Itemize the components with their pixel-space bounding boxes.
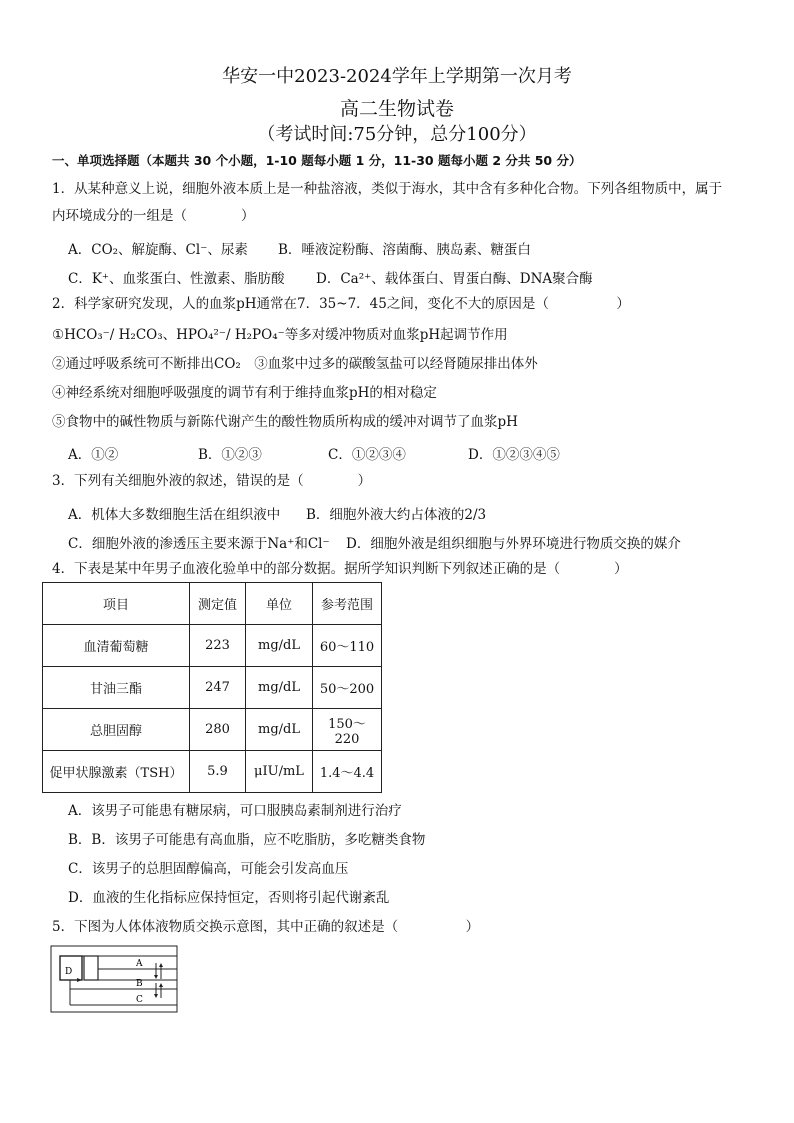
q2-option-d[interactable]: D．①②③④⑤ bbox=[468, 447, 560, 463]
table-cell: 总胆固醇 bbox=[43, 709, 190, 751]
table-header-cell: 参考范围 bbox=[313, 583, 382, 625]
table-cell: mg/dL bbox=[246, 625, 313, 667]
q3-options-row2 bbox=[68, 532, 681, 552]
q1-options-row2 bbox=[68, 267, 593, 287]
section-heading: 一、单项选择题（本题共 30 个小题，1-10 题每小题 1 分，11-30 题每小题 2 分共 50 分） bbox=[52, 153, 582, 168]
table-row bbox=[43, 709, 382, 751]
table-cell: mg/dL bbox=[246, 709, 313, 751]
label-b: B bbox=[136, 979, 143, 989]
table-cell: 促甲状腺激素（TSH） bbox=[43, 751, 190, 793]
table-header-cell: 测定值 bbox=[190, 583, 246, 625]
q2-statement-1: ①HCO₃⁻/ H₂CO₃、HPO₄²⁻/ H₂PO₄⁻等多对缓冲物质对血浆pH起调节作用 bbox=[52, 327, 508, 343]
q1-option-d[interactable]: D．Ca²⁺、载体蛋白、胃蛋白酶、DNA聚合酶 bbox=[316, 271, 593, 287]
q3-option-b[interactable]: B．细胞外液大约占体液的2/3 bbox=[306, 507, 487, 523]
q1-option-b[interactable]: B．唾液淀粉酶、溶菌酶、胰岛素、糖蛋白 bbox=[278, 242, 531, 258]
exam-duration: （考试时间:75分钟，总分100分） bbox=[257, 124, 537, 145]
table-cell: 60～110 bbox=[313, 625, 382, 667]
q3-option-d[interactable]: D．细胞外液是组织细胞与外界环境进行物质交换的媒介 bbox=[346, 536, 681, 552]
label-d: D bbox=[65, 967, 73, 977]
compartment-d-inner bbox=[84, 956, 98, 980]
table-cell: 223 bbox=[190, 625, 246, 667]
table-row bbox=[43, 751, 382, 793]
q1-options-row1 bbox=[68, 238, 531, 258]
q2-statement-4: ④神经系统对细胞呼吸强度的调节有利于维持血浆pH的相对稳定 bbox=[52, 385, 437, 401]
q1-stem-line2: 内环境成分的一组是（ ） bbox=[52, 208, 255, 224]
fluid-exchange-diagram bbox=[50, 945, 180, 1013]
table-header-cell: 项目 bbox=[43, 583, 190, 625]
q2-option-b[interactable]: B．①②③ bbox=[198, 447, 262, 463]
q3-stem: 3．下列有关细胞外液的叙述，错误的是（ ） bbox=[52, 473, 372, 489]
arrow-head-icon bbox=[154, 975, 158, 979]
table-header-row bbox=[43, 583, 382, 625]
q3-option-c[interactable]: C．细胞外液的渗透压主要来源于Na⁺和Cl⁻ bbox=[68, 536, 330, 552]
blood-test-table bbox=[42, 582, 382, 793]
q2-stem: 2．科学家研究发现，人的血浆pH通常在7．35~7．45之间，变化不大的原因是（ ） bbox=[52, 296, 630, 312]
exam-subject: 高二生物试卷 bbox=[339, 98, 454, 120]
label-c: C bbox=[136, 995, 143, 1005]
exam-title: 华安一中2023-2024学年上学期第一次月考 bbox=[222, 66, 572, 87]
q4-option-d[interactable]: D．血液的生化指标应保持恒定，否则将引起代谢紊乱 bbox=[68, 890, 390, 906]
q4-stem: 4．下表是某中年男子血液化验单中的部分数据。据所学知识判断下列叙述正确的是（ ） bbox=[52, 561, 628, 577]
table-cell: 甘油三酯 bbox=[43, 667, 190, 709]
q1-stem-line1: 1．从某种意义上说，细胞外液本质上是一种盐溶液，类似于海水，其中含有多种化合物。下列各组物质中，属于 bbox=[52, 181, 723, 197]
arrow-head-icon bbox=[159, 963, 163, 967]
table-cell: 247 bbox=[190, 667, 246, 709]
table-cell: 150～220 bbox=[313, 709, 382, 751]
arrow-to-d-icon bbox=[77, 978, 82, 982]
arrow-head-icon bbox=[154, 994, 158, 998]
arrow-head-icon bbox=[159, 983, 163, 987]
q5-stem: 5．下图为人体体液物质交换示意图，其中正确的叙述是（ ） bbox=[52, 919, 480, 935]
table-cell: 血清葡萄糖 bbox=[43, 625, 190, 667]
q1-option-c[interactable]: C．K⁺、血浆蛋白、性激素、脂肪酸 bbox=[68, 271, 285, 287]
q3-option-a[interactable]: A．机体大多数细胞生活在组织液中 bbox=[68, 507, 281, 523]
q4-option-a[interactable]: A．该男子可能患有糖尿病，可口服胰岛素制剂进行治疗 bbox=[68, 803, 402, 819]
table-cell: μIU/mL bbox=[246, 751, 313, 793]
q4-option-c[interactable]: C．该男子的总胆固醇偏高，可能会引发高血压 bbox=[68, 861, 349, 877]
table-cell: mg/dL bbox=[246, 667, 313, 709]
q2-statement-5: ⑤食物中的碱性物质与新陈代谢产生的酸性物质所构成的缓冲对调节了血浆pH bbox=[52, 414, 518, 430]
table-row bbox=[43, 667, 382, 709]
table-header-cell: 单位 bbox=[246, 583, 313, 625]
q1-option-a[interactable]: A．CO₂、解旋酶、Cl⁻、尿素 bbox=[68, 242, 248, 258]
q2-option-a[interactable]: A．①② bbox=[68, 447, 119, 463]
table-row bbox=[43, 625, 382, 667]
q2-option-c[interactable]: C．①②③④ bbox=[328, 447, 406, 463]
q3-options-row1 bbox=[68, 503, 486, 523]
q2-statement-2-3: ②通过呼吸系统可不断排出CO₂ ③血浆中过多的碳酸氢盐可以经肾随尿排出体外 bbox=[52, 356, 538, 372]
q4-option-b[interactable]: B．B．该男子可能患有高血脂，应不吃脂肪，多吃糖类食物 bbox=[68, 832, 426, 848]
table-cell: 50～200 bbox=[313, 667, 382, 709]
table-cell: 280 bbox=[190, 709, 246, 751]
q2-options bbox=[68, 443, 560, 463]
table-cell: 1.4～4.4 bbox=[313, 751, 382, 793]
label-a: A bbox=[136, 959, 143, 969]
table-cell: 5.9 bbox=[190, 751, 246, 793]
